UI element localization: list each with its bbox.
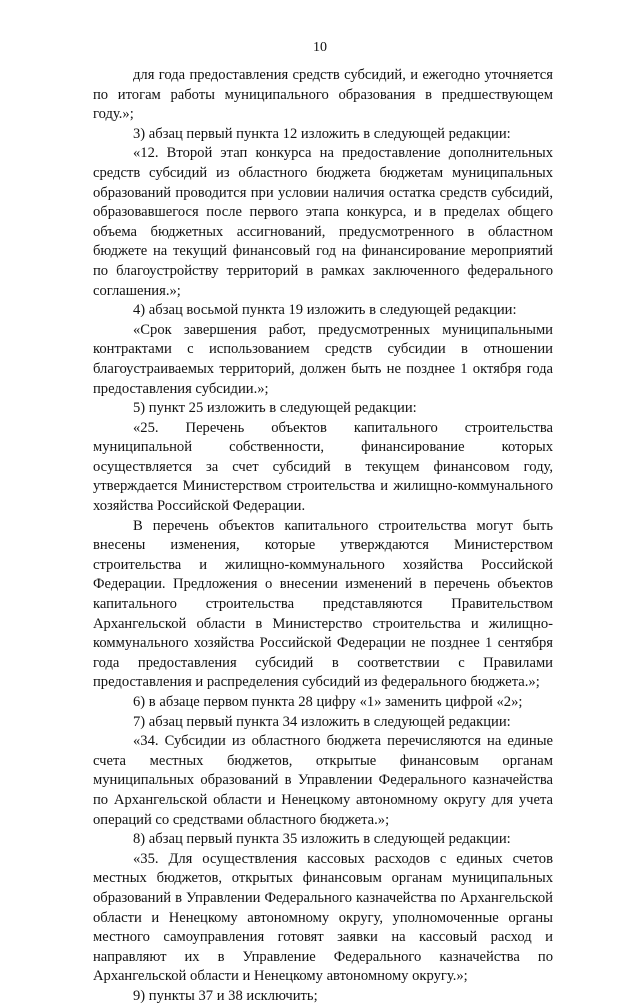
quoted-text-point-35: «35. Для осуществления кассовых расходов с единых счетов местных бюджетов, открытых финансовым органам муниципальных образований в Управлении Федерального казначейства по Архангельской области и Ненецкому автономному округу, уполномоченные органы местного самоуправления готовят заявки на кассовый расход и направляют их в Управление Федерального казначейства по Архангельской области и Ненецкому автономному округу.»; bbox=[93, 850, 553, 985]
amendment-item-6: 6) в абзаце первом пункта 28 цифру «1» заменить цифрой «2»; bbox=[133, 694, 523, 710]
quoted-text-point-12: «12. Второй этап конкурса на предоставление дополнительных средств субсидий из областного бюджета бюджетам муниципальных образований проводится при условии наличия остатка средств субсидий, образовавшегося после первого этапа конкурса, и в пределах общего объема бюджетных ассигнований, предусмотренного в областном бюджете на текущий финансовый год на финансирование мероприятий по благоустройству территорий в рамках заключенного федерального соглашения.»; bbox=[93, 145, 553, 299]
amendment-item-8: 8) абзац первый пункта 35 изложить в следующей редакции: bbox=[133, 831, 511, 848]
quoted-text-point-19: «Срок завершения работ, предусмотренных муниципальными контрактами с использованием средств субсидии в отношении благоустраиваемых территорий, должен быть не позднее 1 октября года предоставления субсидии.»; bbox=[93, 321, 553, 397]
paragraph-continuation: для года предоставления средств субсидий, и ежегодно уточняется по итогам работы муниципального образования в предшествующем году.»; bbox=[93, 67, 553, 123]
quoted-text-point-34: «34. Субсидии из областного бюджета перечисляются на единые счета местных бюджетов, открытые финансовым органам муниципальных образований в Управлении Федерального казначейства по Архангельской области и Ненецкому автономному округу для учета операций со средствами областного бюджета.»; bbox=[93, 733, 553, 828]
amendment-item-9: 9) пункты 37 и 38 исключить; bbox=[133, 987, 318, 1004]
amendment-item-4: 4) абзац восьмой пункта 19 изложить в следующей редакции: bbox=[133, 302, 517, 319]
amendment-item-7: 7) абзац первый пункта 34 изложить в следующей редакции: bbox=[133, 713, 511, 730]
amendment-item-5: 5) пункт 25 изложить в следующей редакции: bbox=[133, 400, 417, 417]
quoted-text-point-25-part-1: «25. Перечень объектов капитального строительства муниципальной собственности, финансирование которых осуществляется за счет субсидий в текущем финансовом году, утверждается Министерством строительства и жилищно-коммунального хозяйства Российской Федерации. bbox=[93, 419, 553, 515]
page-number: 10 bbox=[313, 40, 327, 55]
amendment-item-3: 3) абзац первый пункта 12 изложить в следующей редакции: bbox=[133, 125, 511, 142]
quoted-text-point-25-part-2: В перечень объектов капитального строительства могут быть внесены изменения, которые утверждаются Министерством строительства и жилищно-коммунального хозяйства Российской Федерации. Предложения о внесении изменений в перечень объектов капитального строительства представляются Правительством Архангельской области в Министерство строительства и жилищно-коммунального хозяйства Российской Федерации не позднее 1 сентября года предоставления субсидий в соответствии с Правилами предоставления и распределения субсидий из федерального бюджета.»; bbox=[93, 517, 553, 691]
document-body bbox=[93, 66, 553, 1007]
